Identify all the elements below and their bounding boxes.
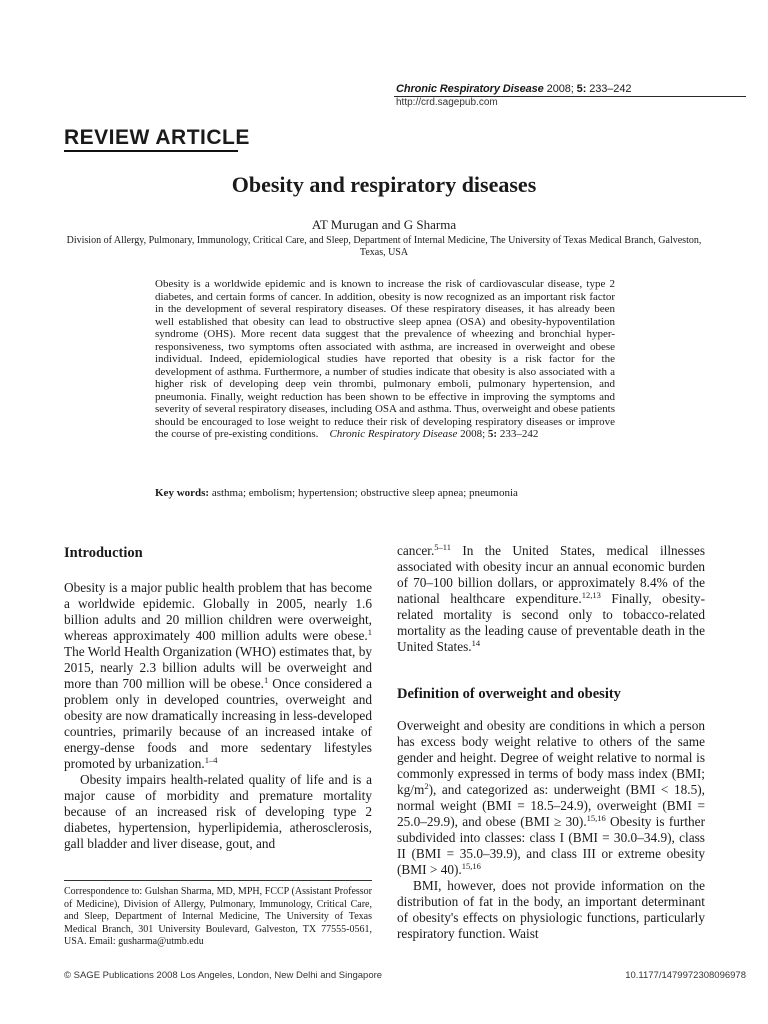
- running-head: [396, 83, 631, 95]
- citation-superscript: 1–4: [204, 755, 218, 765]
- definition-heading: Definition of overweight and obesity: [397, 686, 621, 702]
- journal-pages: 233–242: [589, 83, 632, 95]
- intro-paragraph-3: cancer.$^{5-11}$ In the United States, medical illnesses associated with obesity incur an annual economic burden of 70–100 billion dollars, or approximately 8.4% of the national healthcare expenditure.$^{12,13}$ Finally, obesity-related mortality is second only to tobacco-related mortality as the leading cause of preventable death in the United States.$^{14}$: [397, 542, 705, 654]
- publisher-footer: © SAGE Publications 2008 Los Angeles, London, New Delhi and Singapore: [64, 970, 383, 981]
- intro-paragraph-2: Obesity impairs health-related quality of life and is a major cause of morbidity and premature mortality because of an increased risk of developing type 2 diabetes, hypertension, hyperlipidemia, atherosclerosis, gall bladder and liver disease, gout, and: [64, 772, 372, 851]
- abstract-citation-year: 2008;: [460, 428, 486, 440]
- citation-superscript: 12,13: [581, 590, 601, 600]
- doi[interactable]: 10.1177/1479972308096978: [625, 970, 746, 981]
- article-title: Obesity and respiratory diseases: [231, 172, 537, 197]
- journal-volume: 5:: [576, 83, 587, 95]
- abstract: [155, 278, 615, 441]
- citation-superscript: 15,16: [586, 813, 606, 823]
- citation-superscript: 5–11: [434, 542, 451, 552]
- introduction-heading: Introduction: [64, 545, 143, 561]
- keywords: [155, 487, 625, 499]
- footnote-rule: [64, 880, 372, 881]
- authors: AT Murugan and G Sharma: [311, 217, 457, 232]
- right-column-top: [397, 543, 705, 655]
- affiliation: Division of Allergy, Pulmonary, Immunology, Critical Care, and Sleep, Department of Internal Medicine, The University of Texas Medical Branch, Galveston, Texas, USA: [66, 235, 702, 258]
- definition-paragraph-1: Overweight and obesity are conditions in which a person has excess body weight relative to others of the same gender and height. Degree of weight relative to normal is commonly expressed in terms of body mass index (BMI; $kg/m^2$), and categorized as: underweight (BMI < 18.5), normal weight (BMI = 18.5–24.9), overweight (BMI = 25.0–29.9), and obese (BMI ≥ 30).$^{15,16}$ Obesity is further subdivided into classes: class I (BMI = 30.0–34.9), class II (BMI = 35.0–39.9), and class III or extreme obesity (BMI > 40).$^{15,16}$: [397, 718, 705, 877]
- abstract-citation-volume: 5:: [487, 428, 498, 440]
- citation-superscript: 1: [263, 675, 269, 685]
- keywords-text: asthma; embolism; hypertension; obstructive sleep apnea; pneumonia: [211, 487, 518, 499]
- correspondence-footnote: Correspondence to: Gulshan Sharma, MD, MPH, FCCP (Assistant Professor of Medicine), Division of Allergy, Pulmonary, Immunology, Critical Care, and Sleep, Department of Internal Medicine, The University of Texas Medical Branch, 301 University Boulevard, Galveston, TX 77555-0561, USA. Email: gusharma@utmb.edu: [64, 886, 372, 947]
- citation-superscript: 14: [471, 638, 481, 648]
- citation-superscript: 1: [367, 627, 372, 637]
- journal-year: 2008;: [546, 83, 574, 95]
- journal-url[interactable]: http://crd.sagepub.com: [396, 97, 498, 108]
- citation-superscript: 2: [424, 781, 429, 791]
- right-column-bottom: [397, 718, 705, 942]
- definition-paragraph-2: BMI, however, does not provide information on the distribution of fat in the body, an important determinant of obesity's effects on physiologic functions, particularly respiratory function. Waist: [397, 878, 705, 941]
- article-type-label: REVIEW ARTICLE: [64, 126, 250, 149]
- abstract-citation-journal: Chronic Respiratory Disease: [329, 428, 458, 440]
- citation-superscript: 15,16: [461, 861, 481, 871]
- keywords-label: Key words:: [155, 487, 210, 499]
- journal-name: Chronic Respiratory Disease: [396, 83, 544, 95]
- abstract-citation-pages: 233–242: [499, 428, 539, 440]
- intro-paragraph-1: Obesity is a major public health problem that has become a worldwide epidemic. Globally in 2005, nearly 1.6 billion adults and 20 million children were overweight, whereas approximately 400 million adults were obese.$^1$ The World Health Organization (WHO) estimates that, by 2015, nearly 2.3 billion adults will be overweight and more than 700 million will be obese.$^1$ Once considered a problem only in developed countries, overweight and obesity are now dramatically increasing in less-developed countries, primarily because of an increased intake of energy-dense foods and more sedentary lifestyles promoted by urbanization.$^{1-4}$: [64, 580, 372, 771]
- abstract-text: Obesity is a worldwide epidemic and is known to increase the risk of cardiovascular disease, type 2 diabetes, and certain forms of cancer. In addition, obesity is now recognized as an important risk factor in the development of several respiratory diseases. Of these respiratory diseases, it has already been well established that obesity can lead to obstructive sleep apnea (OSA) and obesity-hypoventilation syndrome (OHS). More recent data suggest that the prevalence of wheezing and bronchial hyper-responsiveness, two symptoms often associated with asthma, are increased in overweight and obese individual. Indeed, epidemiological studies have reported that obesity is a risk factor for the development of asthma. Furthermore, a number of studies indicate that obesity is also associated with a higher risk of developing deep vein thrombi, pulmonary emboli, pulmonary hypertension, and pneumonia. Finally, weight reduction has been shown to be effective in improving the symptoms and severity of several respiratory diseases, including OSA and asthma. Thus, overweight and obese patients should be encouraged to lose weight to reduce their risk of developing respiratory diseases or improve the course of pre-existing conditions.: [155, 278, 615, 440]
- article-type-rule: [64, 150, 238, 152]
- left-column: [64, 580, 372, 852]
